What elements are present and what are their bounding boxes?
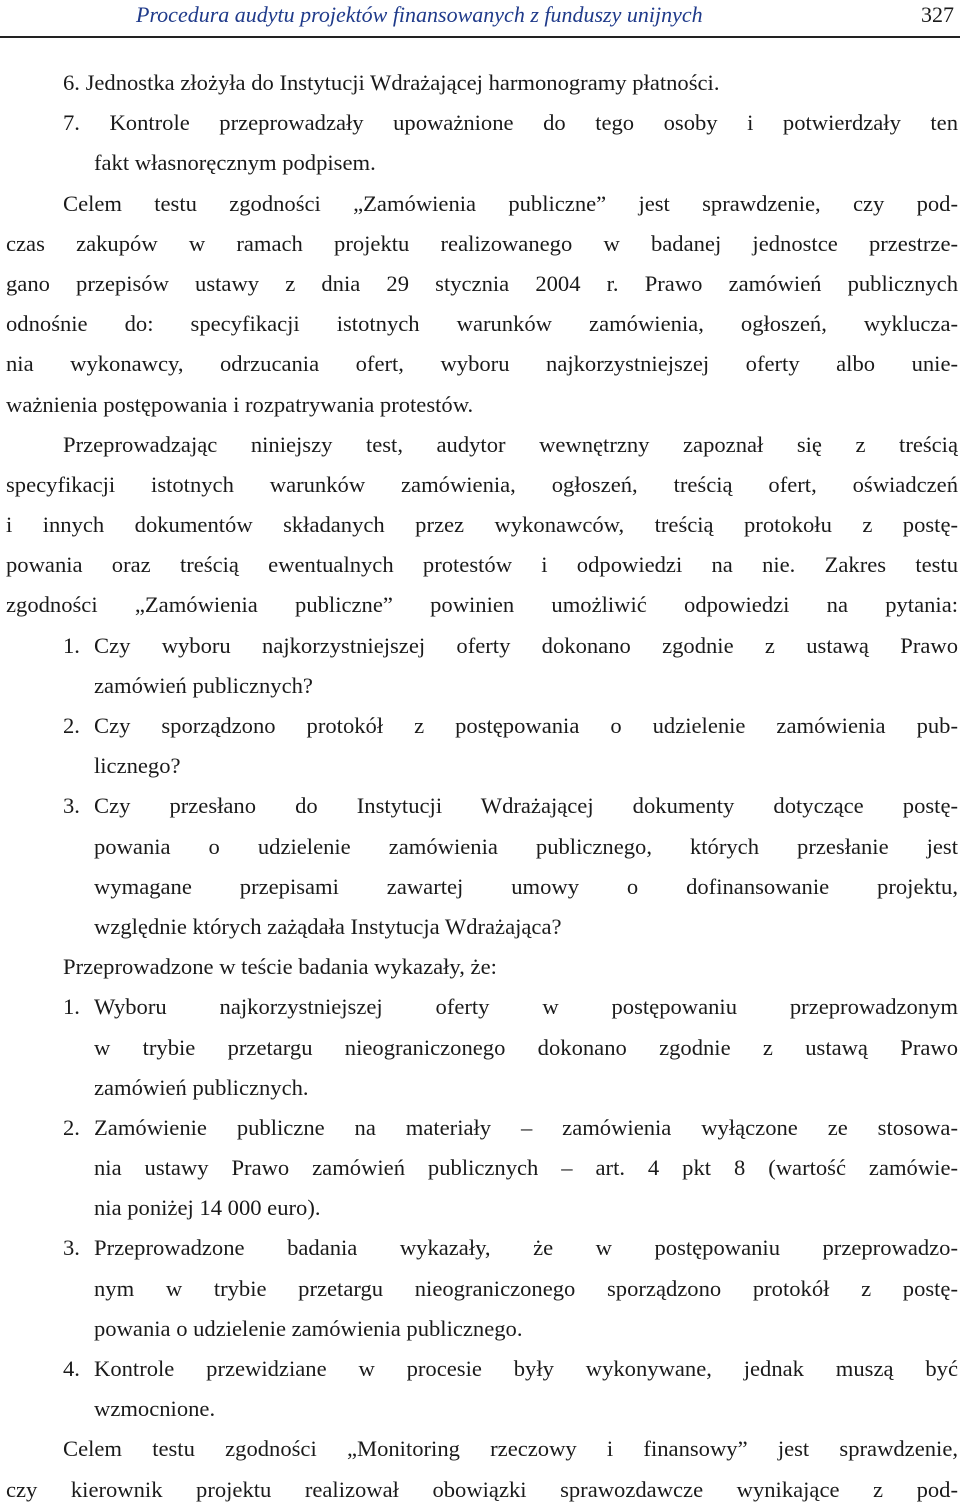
line-text: w trybie przetargu nieograniczonego dokonano zgodnie z ustawą Prawo xyxy=(94,1034,958,1060)
text-line xyxy=(6,184,958,224)
line-text: nia wykonawcy, odrzucania ofert, wyboru najkorzystniejszej oferty albo unie- xyxy=(6,351,958,377)
text-line xyxy=(6,344,958,384)
line-text: odnośnie do: specyfikacji istotnych warunków zamówienia, ogłoszeń, wyklucza- xyxy=(6,311,958,337)
line-text: Zamówienie publiczne na materiały – zamówienia wyłączone ze stosowa- xyxy=(94,1114,958,1140)
line-text: 6. Jednostka złożyła do Instytucji Wdrażającej harmonogramy płatności. xyxy=(63,70,720,95)
line-text: Czy wyboru najkorzystniejszej oferty dokonano zgodnie z ustawą Prawo xyxy=(94,632,958,658)
line-text: zamówień publicznych. xyxy=(94,1074,309,1100)
line-text: nym w trybie przetargu nieograniczonego sporządzono protokół z postę- xyxy=(94,1275,958,1301)
line-text: Celem testu zgodności „Monitoring rzeczowy i finansowy” jest sprawdzenie, xyxy=(63,1436,958,1462)
line-text: gano przepisów ustawy z dnia 29 stycznia 2004 r. Prawo zamówień publicznych xyxy=(6,270,958,296)
line-text: wzmocnione. xyxy=(94,1396,216,1422)
line-text: czas zakupów w ramach projektu realizowanego w badanej jednostce przestrze- xyxy=(6,230,958,256)
list-number: 3. xyxy=(63,1235,80,1261)
text-line xyxy=(6,907,958,947)
body-text xyxy=(6,63,958,1510)
text-line xyxy=(6,827,958,867)
text-line xyxy=(6,385,958,425)
text-line xyxy=(6,585,958,625)
list-item-line xyxy=(6,626,958,666)
header-rule xyxy=(0,36,960,38)
page-header xyxy=(0,0,960,38)
running-title: Procedura audytu projektów finansowanych z funduszy unijnych xyxy=(136,2,703,27)
line-text: ważnienia postępowania i rozpatrywania protestów. xyxy=(6,391,474,417)
text-line xyxy=(6,1028,958,1068)
list-item-line xyxy=(6,786,958,826)
list-item-line xyxy=(6,1108,958,1148)
line-text: nia ustawy Prawo zamówień publicznych – art. 4 pkt 8 (wartość zamówie- xyxy=(94,1155,958,1181)
text-line xyxy=(6,143,958,183)
text-line xyxy=(6,304,958,344)
text-line xyxy=(6,505,958,545)
line-text: Przeprowadzając niniejszy test, audytor wewnętrzny zapoznał się z treścią xyxy=(63,431,958,457)
list-number: 2. xyxy=(63,713,80,738)
list-item-line xyxy=(6,1228,958,1268)
text-line xyxy=(6,867,958,907)
text-line xyxy=(6,264,958,304)
text-line xyxy=(6,465,958,505)
text-line xyxy=(6,666,958,706)
text-line xyxy=(6,224,958,264)
line-text: Kontrole przewidziane w procesie były wykonywane, jednak muszą być xyxy=(94,1356,958,1381)
text-line xyxy=(6,947,958,987)
list-number: 1. xyxy=(63,994,80,1020)
text-line xyxy=(6,103,958,143)
text-line xyxy=(6,746,958,786)
line-text: Czy sporządzono protokół z postępowania o udzielenie zamówienia pub- xyxy=(94,713,958,738)
line-text: Wyboru najkorzystniejszej oferty w postępowaniu przeprowadzonym xyxy=(94,994,958,1020)
text-line xyxy=(6,1470,958,1510)
line-text: licznego? xyxy=(94,753,181,779)
text-line xyxy=(6,545,958,585)
line-text: zamówień publicznych? xyxy=(94,672,313,698)
line-text: nia poniżej 14 000 euro). xyxy=(94,1195,321,1221)
text-line xyxy=(6,1188,958,1228)
list-number: 4. xyxy=(63,1356,80,1381)
line-text: czy kierownik projektu realizował obowiązki sprawozdawcze wynikające z pod- xyxy=(6,1476,958,1502)
line-text: wymagane przepisami zawartej umowy o dofinansowanie projektu, xyxy=(94,873,958,899)
line-text: Przeprowadzone w teście badania wykazały, że: xyxy=(63,954,497,980)
line-text: zgodności „Zamówienia publiczne” powinien umożliwić odpowiedzi na pytania: xyxy=(6,592,958,618)
line-text: powania oraz treścią ewentualnych protestów i odpowiedzi na nie. Zakres testu xyxy=(6,552,958,578)
text-line xyxy=(6,1389,958,1429)
line-text: specyfikacji istotnych warunków zamówienia, ogłoszeń, treścią ofert, oświadczeń xyxy=(6,471,958,497)
line-text: względnie których zażądała Instytucja Wdrażająca? xyxy=(94,913,562,939)
text-line xyxy=(6,1269,958,1309)
line-text: Przeprowadzone badania wykazały, że w postępowaniu przeprowadzo- xyxy=(94,1235,958,1261)
list-number: 3. xyxy=(63,793,80,819)
line-text: 7. Kontrole przeprowadzały upoważnione do tego osoby i potwierdzały ten xyxy=(63,110,958,136)
list-number: 2. xyxy=(63,1114,80,1140)
line-text: Czy przesłano do Instytucji Wdrażającej dokumenty dotyczące postę- xyxy=(94,793,958,819)
list-item-line xyxy=(6,987,958,1027)
text-line xyxy=(6,425,958,465)
page-number: 327 xyxy=(921,2,954,27)
line-text: powania o udzielenie zamówienia publicznego, których przesłanie jest xyxy=(94,833,958,859)
text-line xyxy=(6,1068,958,1108)
text-line xyxy=(6,63,958,103)
text-line xyxy=(6,1309,958,1349)
list-item-line xyxy=(6,1349,958,1389)
list-item-line xyxy=(6,706,958,746)
line-text: i innych dokumentów składanych przez wykonawców, treścią protokołu z postę- xyxy=(6,512,958,538)
text-line xyxy=(6,1148,958,1188)
list-number: 1. xyxy=(63,632,80,658)
line-text: fakt własnoręcznym podpisem. xyxy=(94,150,376,176)
text-line xyxy=(6,1429,958,1469)
line-text: powania o udzielenie zamówienia publicznego. xyxy=(94,1315,523,1341)
line-text: Celem testu zgodności „Zamówienia publiczne” jest sprawdzenie, czy pod- xyxy=(63,190,958,216)
